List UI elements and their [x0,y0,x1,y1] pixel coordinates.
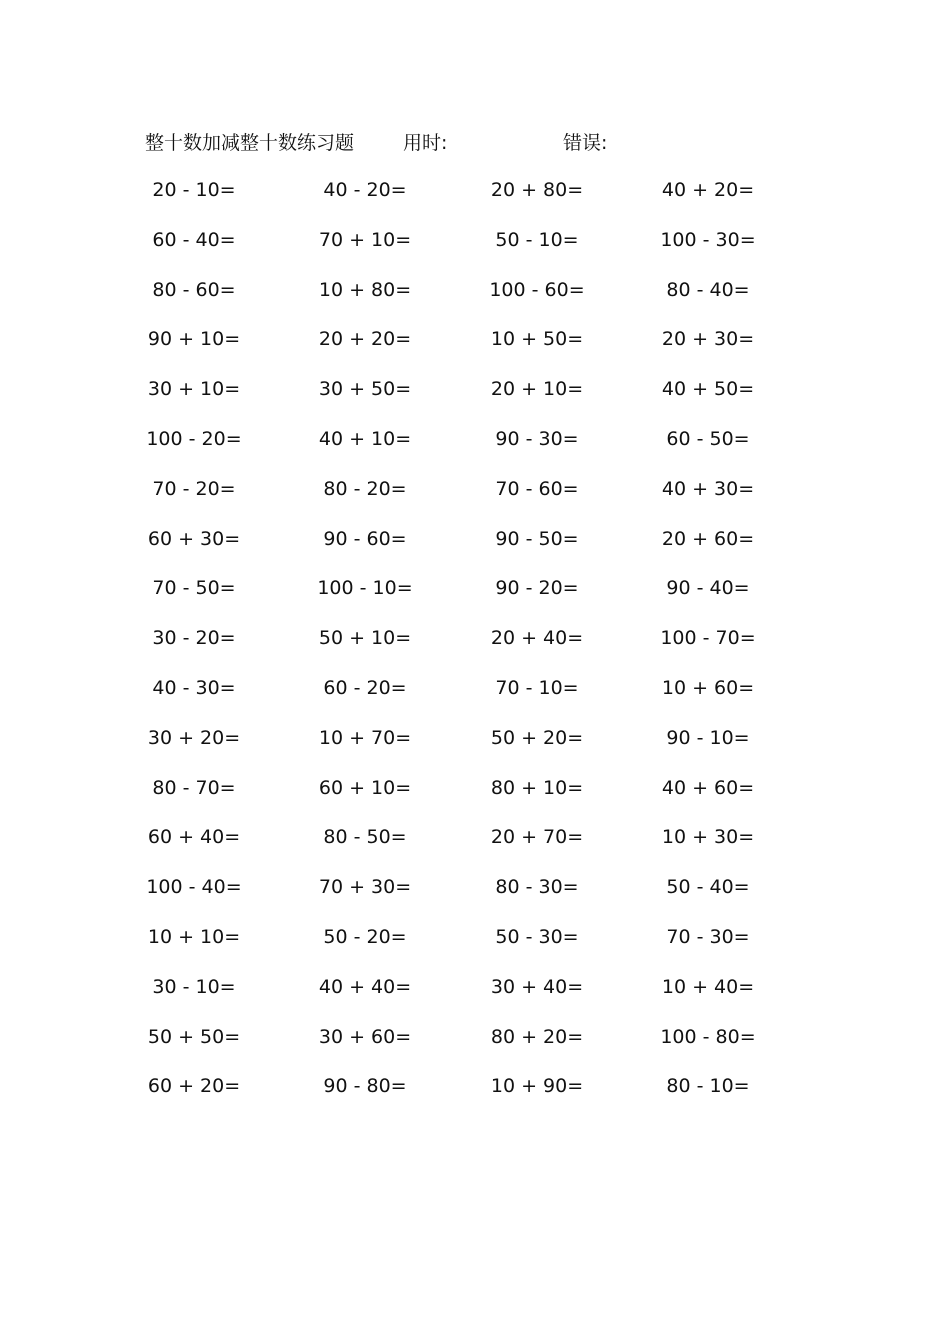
math-problem: 30 - 10= [152,975,236,998]
math-problem: 100 - 40= [146,876,242,899]
problem-row [0,475,950,525]
math-problem: 50 - 30= [495,925,579,948]
errors-label: 错误: [563,132,608,154]
math-problem: 90 - 20= [495,577,579,600]
math-problem: 100 - 70= [660,627,756,650]
math-problem: 90 - 40= [666,577,750,600]
problem-grid [0,176,950,1122]
math-problem: 60 - 40= [152,228,236,251]
math-problem: 50 + 10= [318,627,412,650]
problem-row [0,923,950,973]
math-problem: 70 + 10= [318,228,412,251]
math-problem: 10 + 30= [661,826,755,849]
math-problem: 100 - 20= [146,427,242,450]
math-problem: 30 + 40= [490,975,584,998]
problem-row [0,674,950,724]
math-problem: 10 + 10= [147,925,241,948]
math-problem: 10 + 60= [661,676,755,699]
problem-row [0,973,950,1023]
math-problem: 90 - 80= [323,1075,407,1098]
math-problem: 40 + 40= [318,975,412,998]
math-problem: 60 + 30= [147,527,241,550]
time-used-label: 用时: [403,132,448,154]
math-problem: 70 - 30= [666,925,750,948]
problem-row [0,375,950,425]
math-problem: 10 + 50= [490,328,584,351]
math-problem: 20 + 40= [490,627,584,650]
math-problem: 70 - 60= [495,477,579,500]
math-problem: 80 + 20= [490,1025,584,1048]
math-problem: 20 + 10= [490,378,584,401]
math-problem: 20 + 20= [318,328,412,351]
math-problem: 40 + 60= [661,776,755,799]
math-problem: 40 + 10= [318,427,412,450]
math-problem: 50 + 50= [147,1025,241,1048]
problem-row [0,574,950,624]
problem-row [0,276,950,326]
math-problem: 50 + 20= [490,726,584,749]
math-problem: 30 + 10= [147,378,241,401]
math-problem: 90 - 10= [666,726,750,749]
math-problem: 50 - 40= [666,876,750,899]
problem-row [0,1072,950,1122]
math-problem: 60 + 40= [147,826,241,849]
math-problem: 80 - 60= [152,278,236,301]
math-problem: 60 + 10= [318,776,412,799]
math-problem: 10 + 70= [318,726,412,749]
math-problem: 30 + 50= [318,378,412,401]
math-problem: 100 - 30= [660,228,756,251]
math-problem: 100 - 60= [489,278,585,301]
math-problem: 80 - 20= [323,477,407,500]
math-problem: 60 - 20= [323,676,407,699]
math-problem: 20 - 10= [152,179,236,201]
math-problem: 80 + 10= [490,776,584,799]
math-problem: 50 - 20= [323,925,407,948]
math-problem: 10 + 40= [661,975,755,998]
math-problem: 70 - 20= [152,477,236,500]
math-problem: 60 - 50= [666,427,750,450]
problem-row [0,176,950,226]
math-problem: 90 + 10= [147,328,241,351]
math-problem: 70 + 30= [318,876,412,899]
math-problem: 80 - 70= [152,776,236,799]
problem-row [0,624,950,674]
worksheet-header [0,128,950,158]
math-problem: 80 - 40= [666,278,750,301]
math-problem: 90 - 30= [495,427,579,450]
math-problem: 80 - 50= [323,826,407,849]
worksheet-title: 整十数加减整十数练习题 [145,132,355,154]
math-problem: 40 + 20= [661,179,755,201]
math-problem: 40 + 30= [661,477,755,500]
math-problem: 60 + 20= [147,1075,241,1098]
problem-row [0,325,950,375]
problem-row [0,1023,950,1073]
math-problem: 10 + 80= [318,278,412,301]
math-problem: 30 - 20= [152,627,236,650]
math-problem: 20 + 60= [661,527,755,550]
math-problem: 20 + 30= [661,328,755,351]
math-problem: 20 + 70= [490,826,584,849]
math-problem: 50 - 10= [495,228,579,251]
math-problem: 90 - 50= [495,527,579,550]
math-problem: 40 + 50= [661,378,755,401]
math-problem: 80 - 10= [666,1075,750,1098]
problem-row [0,724,950,774]
math-problem: 80 - 30= [495,876,579,899]
math-problem: 10 + 90= [490,1075,584,1098]
problem-row [0,873,950,923]
math-problem: 30 + 60= [318,1025,412,1048]
problem-row [0,425,950,475]
math-problem: 40 - 30= [152,676,236,699]
problem-row [0,525,950,575]
math-problem: 90 - 60= [323,527,407,550]
problem-row [0,774,950,824]
problem-row [0,823,950,873]
math-problem: 20 + 80= [490,179,584,201]
math-problem: 30 + 20= [147,726,241,749]
math-problem: 70 - 50= [152,577,236,600]
problem-row [0,226,950,276]
math-problem: 100 - 80= [660,1025,756,1048]
math-problem: 40 - 20= [323,179,407,201]
math-problem: 70 - 10= [495,676,579,699]
math-problem: 100 - 10= [317,577,413,600]
